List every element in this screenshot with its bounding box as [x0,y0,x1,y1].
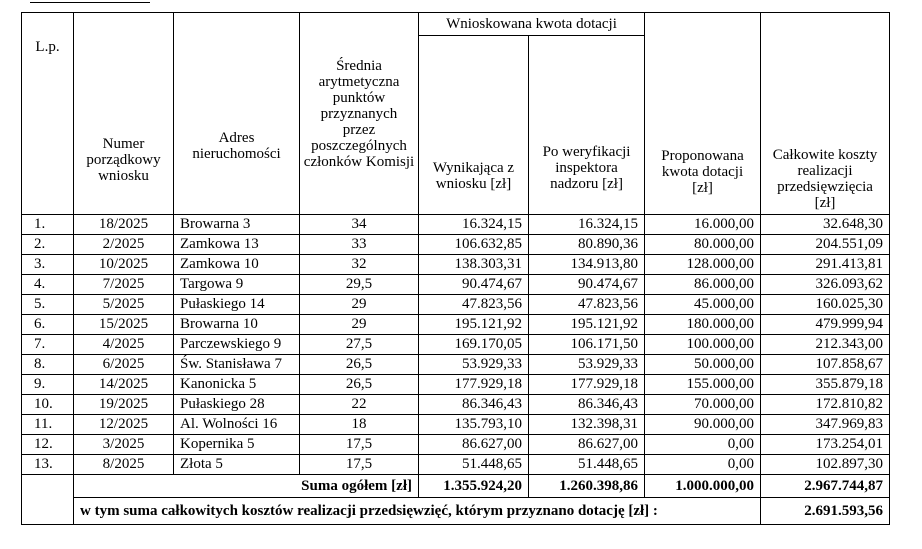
cell-adres: Parczewskiego 9 [174,335,300,355]
table-row [22,235,890,255]
cell-proponowana: 86.000,00 [645,275,761,295]
cell-adres: Złota 5 [174,455,300,475]
cell-wynikajaca: 135.793,10 [419,415,529,435]
cell-wynikajaca: 16.324,15 [419,215,529,235]
table-row [22,295,890,315]
cell-numer: 15/2025 [74,315,174,335]
cell-wynikajaca: 90.474,67 [419,275,529,295]
cell-lp: 4. [22,275,74,295]
cell-proponowana: 80.000,00 [645,235,761,255]
header-lp: L.p. [22,13,74,215]
cell-calkowite: 173.254,01 [761,435,890,455]
cell-wynikajaca: 53.929,33 [419,355,529,375]
subtotal-calkowite: 2.691.593,56 [761,498,890,525]
table-row [22,355,890,375]
cell-numer: 10/2025 [74,255,174,275]
totals-proponowana: 1.000.000,00 [645,475,761,498]
cell-lp: 5. [22,295,74,315]
cell-numer: 3/2025 [74,435,174,455]
cell-proponowana: 0,00 [645,435,761,455]
header-proponowana: Proponowana kwota dotacji [zł] [645,13,761,215]
cell-proponowana: 180.000,00 [645,315,761,335]
table-row [22,255,890,275]
cell-srednia: 32 [300,255,419,275]
cell-proponowana: 100.000,00 [645,335,761,355]
cut-off-text-fragment [30,0,150,3]
cell-srednia: 26,5 [300,355,419,375]
table-row [22,335,890,355]
cell-lp: 1. [22,215,74,235]
cell-srednia: 18 [300,415,419,435]
cell-calkowite: 212.343,00 [761,335,890,355]
cell-wynikajaca: 138.303,31 [419,255,529,275]
cell-calkowite: 347.969,83 [761,415,890,435]
cell-adres: Browarna 10 [174,315,300,335]
cell-lp: 6. [22,315,74,335]
cell-adres: Browarna 3 [174,215,300,235]
cell-calkowite: 107.858,67 [761,355,890,375]
cell-numer: 5/2025 [74,295,174,315]
cell-po-weryfikacji: 16.324,15 [529,215,645,235]
cell-adres: Kanonicka 5 [174,375,300,395]
cell-proponowana: 155.000,00 [645,375,761,395]
cell-adres: Pułaskiego 28 [174,395,300,415]
cell-srednia: 17,5 [300,455,419,475]
table-row [22,315,890,335]
cell-po-weryfikacji: 80.890,36 [529,235,645,255]
subtotal-label: w tym suma całkowitych kosztów realizacji przedsięwzięć, którym przyznano dotację [zł] : [74,498,761,525]
cell-po-weryfikacji: 86.627,00 [529,435,645,455]
totals-wynikajaca: 1.355.924,20 [419,475,529,498]
cell-po-weryfikacji: 132.398,31 [529,415,645,435]
cell-srednia: 29 [300,295,419,315]
cell-numer: 2/2025 [74,235,174,255]
cell-proponowana: 90.000,00 [645,415,761,435]
subtotal-row [22,498,890,525]
cell-wynikajaca: 86.627,00 [419,435,529,455]
subtotal-spacer [22,498,74,525]
table-row [22,455,890,475]
cell-adres: Zamkowa 13 [174,235,300,255]
cell-lp: 7. [22,335,74,355]
header-po-weryfikacji: Po weryfikacji inspektora nadzoru [zł] [529,36,645,215]
cell-proponowana: 45.000,00 [645,295,761,315]
cell-wynikajaca: 51.448,65 [419,455,529,475]
table-row [22,375,890,395]
cell-lp: 3. [22,255,74,275]
totals-spacer [22,475,74,498]
totals-po-weryfikacji: 1.260.398,86 [529,475,645,498]
cell-calkowite: 172.810,82 [761,395,890,415]
cell-calkowite: 355.879,18 [761,375,890,395]
header-numer: Numer porządkowy wniosku [74,13,174,215]
cell-po-weryfikacji: 195.121,92 [529,315,645,335]
cell-numer: 19/2025 [74,395,174,415]
cell-adres: Al. Wolności 16 [174,415,300,435]
cell-wynikajaca: 106.632,85 [419,235,529,255]
cell-srednia: 29 [300,315,419,335]
table-row [22,275,890,295]
cell-proponowana: 50.000,00 [645,355,761,375]
cell-numer: 7/2025 [74,275,174,295]
header-adres: Adres nieruchomości [174,13,300,215]
cell-srednia: 29,5 [300,275,419,295]
cell-wynikajaca: 86.346,43 [419,395,529,415]
cell-calkowite: 291.413,81 [761,255,890,275]
cell-proponowana: 16.000,00 [645,215,761,235]
cell-numer: 8/2025 [74,455,174,475]
cell-lp: 8. [22,355,74,375]
cell-numer: 4/2025 [74,335,174,355]
cell-adres: Zamkowa 10 [174,255,300,275]
header-wynikajaca: Wynikająca z wniosku [zł] [419,36,529,215]
cell-lp: 11. [22,415,74,435]
cell-wynikajaca: 177.929,18 [419,375,529,395]
table-body [22,215,890,475]
cell-numer: 6/2025 [74,355,174,375]
cell-numer: 14/2025 [74,375,174,395]
cell-srednia: 34 [300,215,419,235]
table-row [22,395,890,415]
cell-calkowite: 479.999,94 [761,315,890,335]
header-calkowite: Całkowite koszty realizacji przedsięwzięcia [zł] [761,13,890,215]
cell-po-weryfikacji: 90.474,67 [529,275,645,295]
cell-numer: 18/2025 [74,215,174,235]
cell-srednia: 17,5 [300,435,419,455]
cell-calkowite: 204.551,09 [761,235,890,255]
cell-proponowana: 0,00 [645,455,761,475]
cell-po-weryfikacji: 51.448,65 [529,455,645,475]
cell-wynikajaca: 47.823,56 [419,295,529,315]
cell-po-weryfikacji: 134.913,80 [529,255,645,275]
header-srednia: Średnia arytmetyczna punktów przyznanych przez poszczególnych członków Komisji [300,13,419,215]
cell-calkowite: 32.648,30 [761,215,890,235]
totals-row [22,475,890,498]
cell-lp: 9. [22,375,74,395]
cell-srednia: 27,5 [300,335,419,355]
cell-srednia: 33 [300,235,419,255]
cell-adres: Św. Stanisława 7 [174,355,300,375]
table-row [22,215,890,235]
grant-ranking-table [21,12,890,525]
cell-po-weryfikacji: 177.929,18 [529,375,645,395]
cell-proponowana: 128.000,00 [645,255,761,275]
totals-calkowite: 2.967.744,87 [761,475,890,498]
cell-calkowite: 160.025,30 [761,295,890,315]
cell-srednia: 26,5 [300,375,419,395]
cell-po-weryfikacji: 47.823,56 [529,295,645,315]
cell-wynikajaca: 169.170,05 [419,335,529,355]
cell-po-weryfikacji: 53.929,33 [529,355,645,375]
cell-lp: 2. [22,235,74,255]
table-row [22,435,890,455]
header-group-wnioskowana: Wnioskowana kwota dotacji [419,13,645,36]
cell-po-weryfikacji: 86.346,43 [529,395,645,415]
table-row [22,415,890,435]
totals-label: Suma ogółem [zł] [74,475,419,498]
cell-adres: Targowa 9 [174,275,300,295]
cell-numer: 12/2025 [74,415,174,435]
cell-proponowana: 70.000,00 [645,395,761,415]
cell-lp: 13. [22,455,74,475]
cell-srednia: 22 [300,395,419,415]
cell-wynikajaca: 195.121,92 [419,315,529,335]
cell-po-weryfikacji: 106.171,50 [529,335,645,355]
cell-adres: Pułaskiego 14 [174,295,300,315]
cell-lp: 12. [22,435,74,455]
cell-lp: 10. [22,395,74,415]
cell-calkowite: 326.093,62 [761,275,890,295]
cell-calkowite: 102.897,30 [761,455,890,475]
cell-adres: Kopernika 5 [174,435,300,455]
